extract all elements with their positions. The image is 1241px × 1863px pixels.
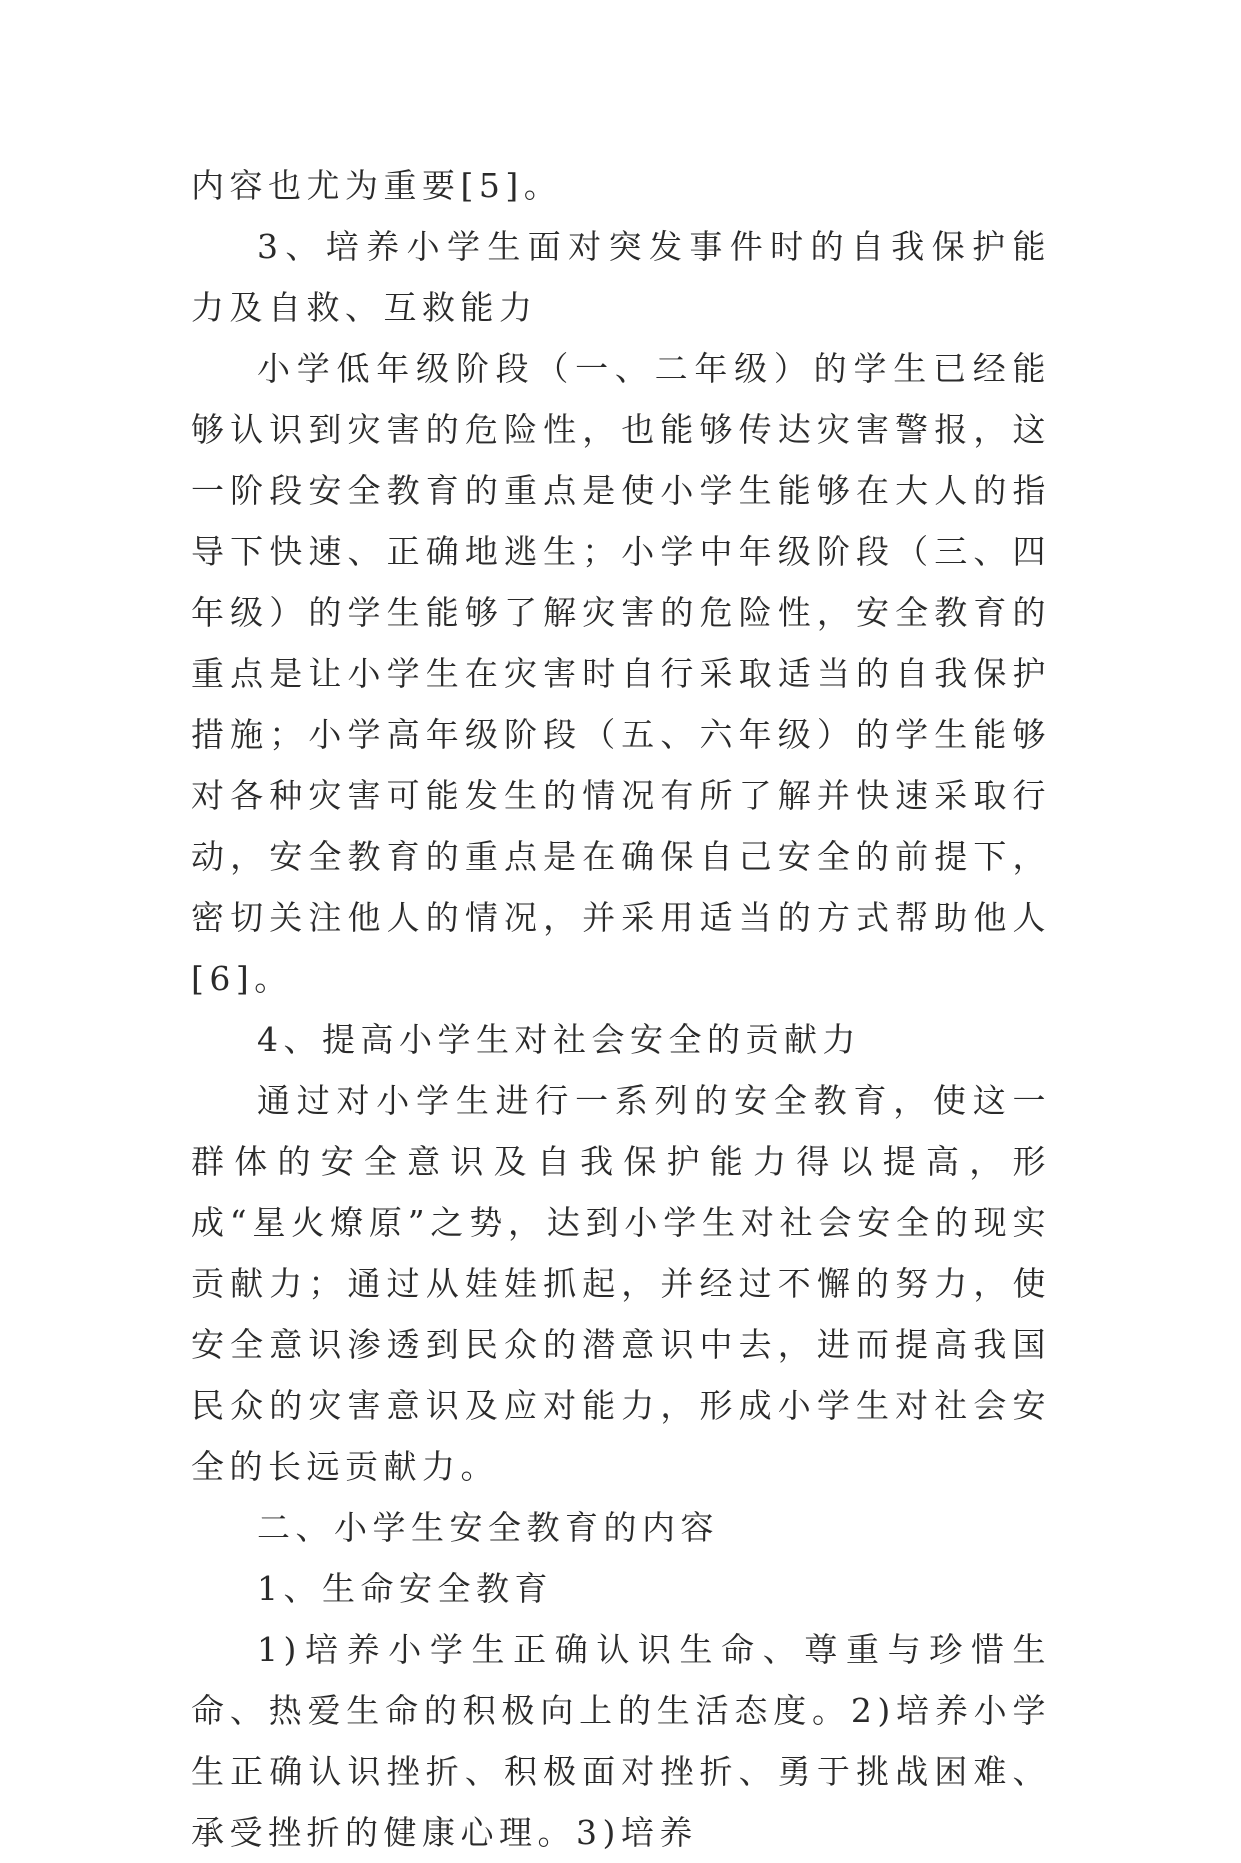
paragraph-continuation: 内容也尤为重要[5]。 bbox=[191, 166, 563, 205]
paragraph-life-safety: 1)培养小学生正确认识生命、尊重与珍惜生命、热爱生命的积极向上的生活态度。2)培养小学生正确认识挫折、积极面对挫折、勇于挑战困难、承受挫折的健康心理。3)培养 bbox=[191, 1630, 1051, 1852]
paragraph-social-contribution: 通过对小学生进行一系列的安全教育，使这一群体的安全意识及自我保护能力得以提高，形成“星火燎原”之势，达到小学生对社会安全的现实贡献力；通过从娃娃抓起，并经过不懈的努力，使安全意识渗透到民众的潜意识中去，进而提高我国民众的灾害意识及应对能力，形成小学生对社会安全的长远贡献力。 bbox=[191, 1081, 1051, 1486]
document-body bbox=[191, 155, 1051, 1863]
section-heading-self-protection: 3、培养小学生面对突发事件时的自我保护能力及自救、互救能力 bbox=[191, 227, 1051, 327]
section-heading-social-contribution: 4、提高小学生对社会安全的贡献力 bbox=[257, 1020, 861, 1059]
chapter-heading-content: 二、小学生安全教育的内容 bbox=[257, 1508, 719, 1547]
section-heading-life-safety: 1、生命安全教育 bbox=[257, 1569, 553, 1608]
paragraph-grade-levels: 小学低年级阶段（一、二年级）的学生已经能够认识到灾害的危险性，也能够传达灾害警报，这一阶段安全教育的重点是使小学生能够在大人的指导下快速、正确地逃生；小学中年级阶段（三、四年级）的学生能够了解灾害的危险性，安全教育的重点是让小学生在灾害时自行采取适当的自我保护措施；小学高年级阶段（五、六年级）的学生能够对各种灾害可能发生的情况有所了解并快速采取行动，安全教育的重点是在确保自己安全的前提下，密切关注他人的情况，并采用适当的方式帮助他人[6]。 bbox=[191, 349, 1051, 998]
